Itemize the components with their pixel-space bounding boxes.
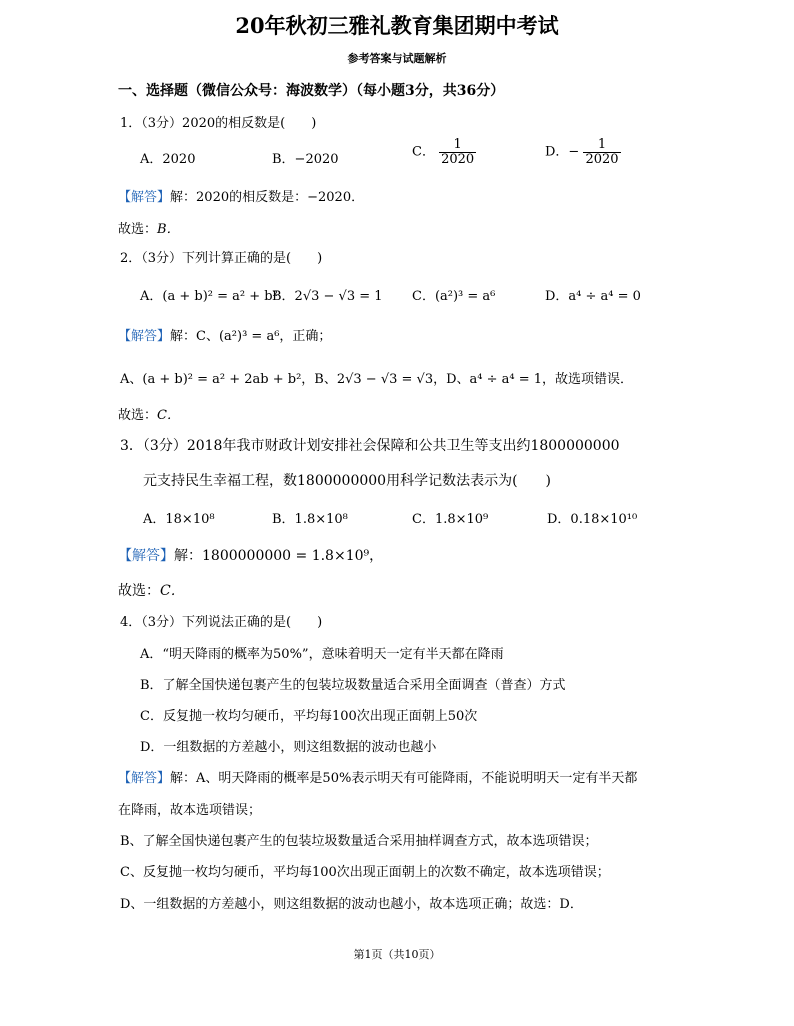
q4-solution-2: 在降雨，故本选项错误； <box>118 803 262 818</box>
q2-option-c: C．(a²)³ = a⁶ <box>412 289 496 304</box>
q3-answer <box>118 580 185 600</box>
q2-answer <box>118 404 180 423</box>
q1-solution-text: 2020的相反数是：−2020． <box>196 190 365 205</box>
jieda-label: 【解答】 <box>118 329 171 344</box>
numerator: 1 <box>597 137 607 152</box>
jie-label: 解： <box>170 190 197 205</box>
q3-stem-line-2: 元支持民生幸福工程，数1800000000用科学记数法表示为( ) <box>143 473 551 489</box>
q1-option-b: B．−2020 <box>272 152 339 167</box>
q1-answer <box>118 218 180 237</box>
q2-solution-1-text: C、(a²)³ = a⁶，正确； <box>196 329 332 344</box>
guxuan-label: 故选： <box>118 222 158 237</box>
q4-solution-1-text: A、明天降雨的概率是50%表示明天有可能降雨，不能说明明天一定有半天都 <box>196 771 638 786</box>
denominator: 2020 <box>585 151 619 167</box>
section-heading: 一、选择题（微信公众号：海波数学）（每小题3分，共36分） <box>118 83 505 99</box>
q1-option-d-fraction <box>583 138 620 166</box>
q4-option-d: D．一组数据的方差越小，则这组数据的波动也越小 <box>140 740 437 755</box>
guxuan-label: 故选： <box>118 408 158 423</box>
q4-solution-3: B、了解全国快递包裹产生的包装垃圾数量适合采用抽样调查方式，故本选项错误； <box>120 834 598 849</box>
q1-solution <box>118 186 364 205</box>
q1-answer-text: B． <box>157 222 180 237</box>
q3-stem-line-1: 3．（3分）2018年我市财政计划安排社会保障和公共卫生等支出约1800000000 <box>120 438 620 454</box>
q2-answer-text: C． <box>157 408 180 423</box>
q1-option-c-fraction <box>439 138 476 166</box>
q2-stem: 2．（3分）下列计算正确的是( ) <box>120 251 323 266</box>
jieda-label: 【解答】 <box>118 190 171 205</box>
q3-option-c: C．1.8×10⁹ <box>412 512 489 527</box>
q4-option-c: C．反复抛一枚均匀硬币，平均每100次出现正面朝上50次 <box>140 709 478 724</box>
q3-option-d: D．0.18×10¹⁰ <box>547 512 638 527</box>
numerator: 1 <box>453 137 462 152</box>
q3-option-b: B．1.8×10⁸ <box>272 512 348 527</box>
q1-option-d-label: D．− <box>545 144 580 160</box>
page-subtitle: 参考答案与试题解析 <box>347 52 447 65</box>
guxuan-label: 故选： <box>118 583 160 599</box>
q2-option-a: A．(a + b)² = a² + b² <box>140 289 278 304</box>
q4-solution-5: D、一组数据的方差越小，则这组数据的波动也越小，故本选项正确；故选：D． <box>120 897 583 912</box>
q1-option-a: A．2020 <box>140 152 196 167</box>
denominator: 2020 <box>441 151 475 167</box>
jieda-label: 【解答】 <box>118 771 171 786</box>
jie-label: 解： <box>174 548 202 564</box>
q2-option-b: B．2√3 − √3 = 1 <box>272 289 383 304</box>
q2-solution-2: A、(a + b)² = a² + 2ab + b²，B、2√3 − √3 = √3，D、a⁴ ÷ a⁴ = 1，故选项错误． <box>120 372 634 387</box>
q1-option-d <box>545 138 621 166</box>
q3-solution <box>118 545 383 565</box>
q4-solution-1 <box>118 767 637 786</box>
q3-option-a: A．18×10⁸ <box>143 512 215 527</box>
q3-solution-text: 1800000000 = 1.8×10⁹， <box>202 548 384 564</box>
q4-option-a: A．“明天降雨的概率为50%”，意味着明天一定有半天都在降雨 <box>140 647 504 662</box>
page-title: 20年秋初三雅礼教育集团期中考试 <box>235 13 559 38</box>
jieda-label: 【解答】 <box>118 548 174 564</box>
page-number: 第1页（共10页） <box>353 948 441 961</box>
q4-option-b: B．了解全国快递包裹产生的包装垃圾数量适合采用全面调查（普查）方式 <box>140 678 566 693</box>
q4-solution-4: C、反复抛一枚均匀硬币，平均每100次出现正面朝上的次数不确定，故本选项错误； <box>120 865 610 880</box>
q2-option-d: D．a⁴ ÷ a⁴ = 0 <box>545 289 641 304</box>
q1-stem: 1．（3分）2020的相反数是( ) <box>120 116 317 131</box>
q1-option-c-label: C． <box>412 144 435 160</box>
jie-label: 解： <box>170 329 197 344</box>
jie-label: 解： <box>170 771 197 786</box>
q3-answer-text: C． <box>160 583 185 599</box>
q4-stem: 4．（3分）下列说法正确的是( ) <box>120 615 323 630</box>
q1-option-c <box>412 138 476 166</box>
q2-solution-1 <box>118 325 331 344</box>
